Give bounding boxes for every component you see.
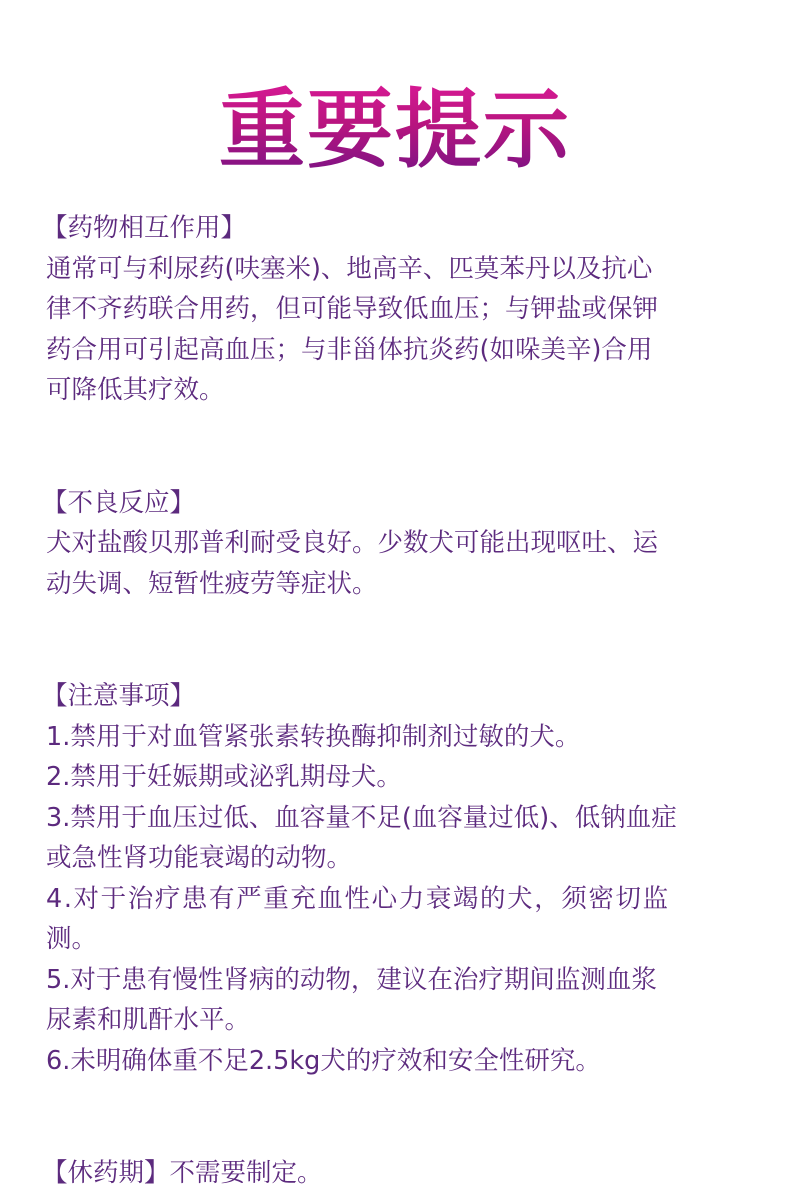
page-title: 重要提示 bbox=[0, 70, 790, 190]
list-item-continued: 或急性肾功能衰竭的动物。 bbox=[46, 843, 353, 873]
paragraph-line: 通常可与利尿药(呋塞米)、地高辛、匹莫苯丹以及抗心 bbox=[46, 253, 653, 284]
list-item: 4.对于治疗患有严重充血性心力衰竭的犬，须密切监 bbox=[46, 883, 670, 914]
section-drug-interactions bbox=[42, 208, 751, 411]
list-item: 5.对于患有慢性肾病的动物，建议在治疗期间监测血浆 bbox=[46, 964, 657, 995]
notice-content bbox=[42, 208, 751, 1194]
section-spacer bbox=[46, 1081, 751, 1153]
list-item: 3.禁用于血压过低、血容量不足(血容量过低)、低钠血症 bbox=[46, 802, 677, 833]
section-spacer bbox=[46, 411, 751, 483]
section-spacer bbox=[46, 604, 751, 676]
section-heading: 【注意事项】 bbox=[42, 681, 196, 711]
withdrawal-text: 不需要制定。 bbox=[169, 1158, 323, 1188]
section-heading: 【药物相互作用】 bbox=[42, 213, 247, 243]
paragraph-line: 犬对盐酸贝那普利耐受良好。少数犬可能出现呕吐、运 bbox=[46, 528, 659, 558]
list-item-continued: 尿素和肌酐水平。 bbox=[46, 1005, 251, 1035]
list-item: 1.禁用于对血管紧张素转换酶抑制剂过敏的犬。 bbox=[46, 721, 581, 752]
section-withdrawal-period bbox=[42, 1153, 751, 1194]
section-precautions bbox=[42, 676, 751, 1081]
section-heading: 【休药期】 bbox=[42, 1158, 170, 1188]
list-item: 6.未明确体重不足2.5kg犬的疗效和安全性研究。 bbox=[46, 1045, 601, 1076]
paragraph-line: 动失调、短暂性疲劳等症状。 bbox=[46, 568, 378, 599]
list-item: 2.禁用于妊娠期或泌乳期母犬。 bbox=[46, 762, 402, 792]
paragraph-line: 可降低其疗效。 bbox=[46, 375, 225, 405]
section-heading: 【不良反应】 bbox=[42, 487, 196, 518]
paragraph-line: 药合用可引起高血压；与非甾体抗炎药(如哚美辛)合用 bbox=[46, 334, 653, 365]
section-adverse-reactions bbox=[42, 483, 751, 605]
paragraph-line: 律不齐药联合用药，但可能导致低血压；与钾盐或保钾 bbox=[46, 294, 659, 324]
list-item-continued: 测。 bbox=[46, 924, 98, 954]
